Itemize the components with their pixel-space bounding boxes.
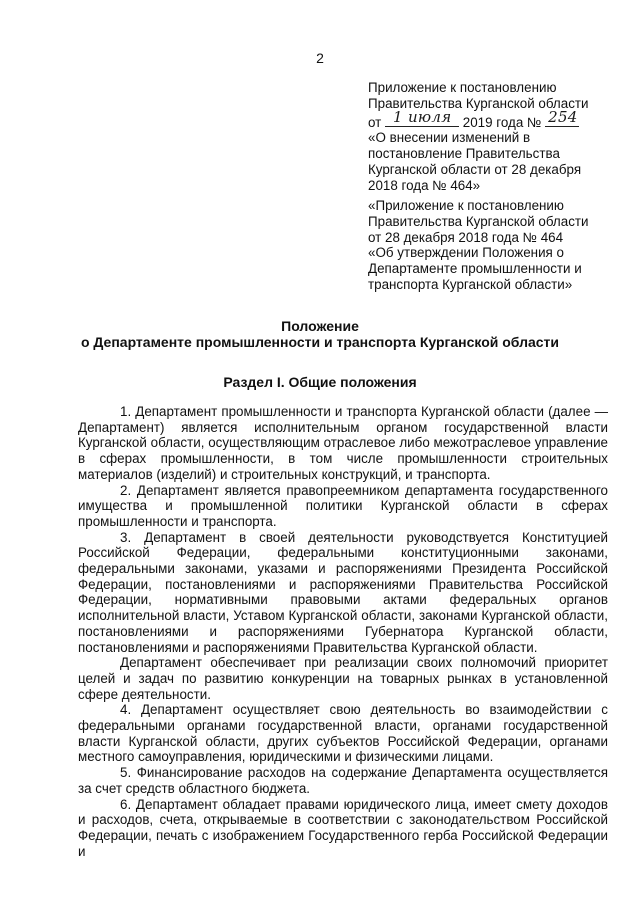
appendix-line: Правительства Курганской области bbox=[368, 213, 589, 229]
paragraph: 4. Департамент осуществляет свою деятельность во взаимодействии с федеральными органами государственной власти, органами государственной власти Курганской области, других субъектов Российской Федерации, органами местного самоуправления, юридическими и физическими лицами. bbox=[78, 702, 608, 765]
date-prefix: от bbox=[368, 114, 382, 130]
appendix-line: транспорта Курганской области» bbox=[368, 276, 573, 292]
appendix-block-amendment bbox=[368, 80, 618, 194]
appendix-line: 2018 года № 464» bbox=[368, 177, 481, 193]
handwritten-number: 254 bbox=[548, 107, 578, 126]
paragraph: 2. Департамент является правопреемником департамента государственного имущества и промышленной политики Курганской области в сферах промышленности и транспорта. bbox=[78, 482, 608, 529]
paragraph: 3. Департамент в своей деятельности руководствуется Конституцией Российской Федерации, федеральными конституционными законами, федеральными законами, указами и распоряжениями Президента Российской Федерации, постановлениями и распоряжениями Правительства Российской Федерации, нормативными правовыми актами федеральных органов исполнительной власти, Уставом Курганской области, законами Курганской области, постановлениями и распоряжениями Губернатора Курганской области, постановлениями и распоряжениями Правительства Курганской области. bbox=[78, 529, 608, 655]
paragraph: 1. Департамент промышленности и транспорта Курганской области (далее — Департамент) является исполнительным органом государственной власти Курганской области, осуществляющим отраслевое либо межотраслевое управление в сферах промышленности, в том числе промышленности строительных материалов (изделий) и строительных конструкций, и транспорта. bbox=[78, 404, 608, 482]
section-heading: Раздел I. Общие положения bbox=[223, 374, 417, 390]
appendix-line: «Приложение к постановлению bbox=[368, 198, 564, 213]
appendix-line: «Об утверждении Положения о bbox=[368, 245, 564, 261]
appendix-line: Правительства Курганской области bbox=[368, 95, 589, 111]
paragraph: 6. Департамент обладает правами юридического лица, имеет смету доходов и расходов, счета, открываемые в соответствии с законодательством Российской Федерации, печать с изображением Государственного герба Российской Федерации и bbox=[78, 796, 608, 859]
page-number: 2 bbox=[316, 50, 324, 66]
number-blank bbox=[545, 107, 579, 127]
appendix-line: Приложение к постановлению bbox=[368, 80, 557, 95]
appendix-date-line bbox=[368, 107, 618, 131]
handwritten-date: 1 июля bbox=[393, 107, 452, 126]
appendix-line: «О внесении изменений в bbox=[368, 130, 531, 146]
appendix-line: постановление Правительства bbox=[368, 146, 560, 162]
paragraph: Департамент обеспечивает при реализации своих полномочий приоритет целей и задач по развитию конкуренции на товарных рынках в установленной сфере деятельности. bbox=[78, 655, 608, 702]
document-title: Положение bbox=[281, 318, 359, 334]
date-blank bbox=[385, 107, 459, 127]
date-middle: 2019 года № bbox=[462, 114, 542, 130]
document-subtitle: о Департаменте промышленности и транспорта Курганской области bbox=[80, 334, 560, 350]
document-body bbox=[78, 404, 608, 859]
appendix-line: Департаменте промышленности и bbox=[368, 261, 582, 277]
paragraph: 5. Финансирование расходов на содержание Департамента осуществляется за счет средств областного бюджета. bbox=[78, 765, 608, 796]
appendix-line: от 28 декабря 2018 года № 464 bbox=[368, 229, 564, 245]
appendix-line: Курганской области от 28 декабря bbox=[368, 161, 582, 177]
appendix-block-original bbox=[368, 198, 618, 293]
